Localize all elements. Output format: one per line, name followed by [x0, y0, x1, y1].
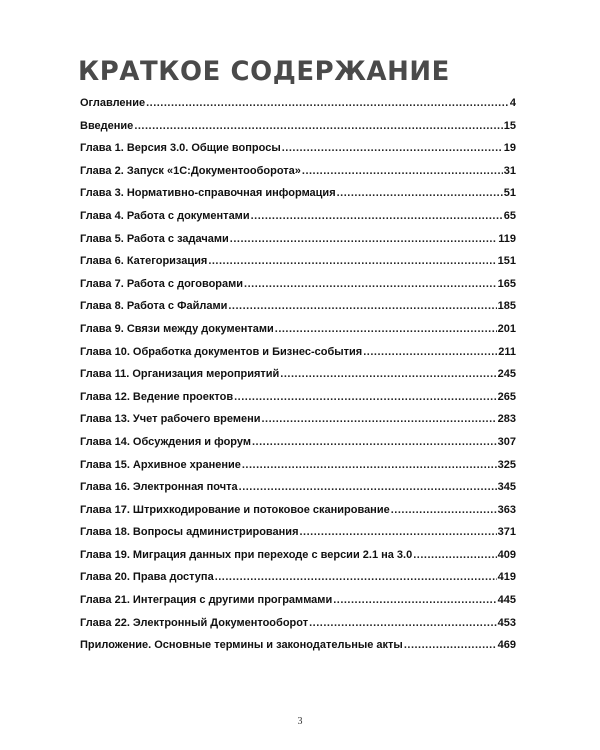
dot-leader [146, 96, 509, 110]
toc-entry[interactable] [80, 525, 516, 548]
toc-entry-page: 371 [497, 526, 516, 539]
toc-entry-label: Глава 1. Версия 3.0. Общие вопросы [80, 142, 281, 155]
table-of-contents [80, 96, 516, 661]
toc-entry[interactable] [80, 186, 516, 209]
toc-entry[interactable] [80, 503, 516, 526]
toc-entry-label: Глава 9. Связи между документами [80, 322, 274, 335]
toc-entry-page: 409 [497, 548, 516, 561]
dot-leader [239, 480, 497, 494]
toc-entry[interactable] [80, 367, 516, 390]
dot-leader [302, 164, 503, 178]
toc-entry-label: Глава 22. Электронный Документооборот [80, 616, 309, 629]
dot-leader [282, 141, 503, 155]
toc-entry-label: Глава 14. Обсуждения и форум [80, 435, 251, 448]
dot-leader [337, 186, 503, 200]
toc-entry[interactable] [80, 458, 516, 481]
toc-entry-page: 453 [497, 616, 516, 629]
toc-entry-label: Глава 19. Миграция данных при переходе с версии 2.1 на 3.0 [80, 548, 413, 561]
toc-entry-label: Глава 3. Нормативно-справочная информация [80, 187, 336, 200]
toc-entry-page: 211 [498, 345, 516, 358]
toc-entry-label: Оглавление [80, 97, 146, 109]
toc-entry[interactable] [80, 254, 516, 277]
toc-entry[interactable] [80, 412, 516, 435]
toc-entry[interactable] [80, 435, 516, 458]
toc-entry-label: Глава 16. Электронная почта [80, 481, 238, 494]
dot-leader [300, 525, 497, 539]
toc-entry-label: Глава 15. Архивное хранение [80, 458, 241, 471]
dot-leader [251, 209, 503, 223]
toc-entry-label: Глава 8. Работа с Файлами [80, 300, 228, 313]
toc-entry[interactable] [80, 299, 516, 322]
toc-entry[interactable] [80, 548, 516, 571]
dot-leader [234, 390, 497, 404]
toc-entry[interactable] [80, 232, 516, 255]
toc-entry[interactable] [80, 322, 516, 345]
toc-entry[interactable] [80, 570, 516, 593]
toc-entry[interactable] [80, 480, 516, 503]
dot-leader [262, 412, 497, 426]
dot-leader [230, 232, 497, 246]
toc-entry-label: Введение [80, 119, 134, 132]
toc-entry[interactable] [80, 209, 516, 232]
toc-entry-label: Глава 2. Запуск «1С:Документооборота» [80, 164, 301, 177]
toc-entry[interactable] [80, 638, 516, 661]
toc-entry-page: 165 [497, 277, 516, 290]
toc-entry[interactable] [80, 141, 516, 164]
toc-entry-page: 119 [498, 232, 516, 245]
toc-entry-page: 419 [497, 571, 516, 584]
toc-entry-page: 265 [497, 390, 516, 403]
toc-entry-page: 307 [497, 435, 516, 448]
dot-leader [280, 367, 496, 381]
toc-entry-label: Глава 13. Учет рабочего времени [80, 413, 261, 426]
page-number: 3 [297, 716, 303, 727]
toc-entry-page: 201 [497, 322, 516, 335]
dot-leader [252, 435, 497, 449]
toc-entry-page: 445 [497, 594, 516, 607]
toc-entry-label: Глава 7. Работа с договорами [80, 277, 244, 290]
page-title: КРАТКОЕ СОДЕРЖАНИЕ [78, 56, 450, 87]
toc-entry[interactable] [80, 277, 516, 300]
dot-leader [391, 503, 497, 517]
toc-entry[interactable] [80, 345, 516, 368]
dot-leader [228, 299, 496, 313]
toc-entry-page: 345 [497, 481, 516, 494]
toc-entry-page: 4 [509, 97, 516, 109]
dot-leader [244, 277, 497, 291]
toc-entry[interactable] [80, 593, 516, 616]
toc-entry[interactable] [80, 164, 516, 187]
toc-entry[interactable] [80, 390, 516, 413]
toc-entry-label: Приложение. Основные термины и законодательные акты [80, 639, 403, 652]
toc-entry-page: 325 [497, 458, 516, 471]
dot-leader [134, 119, 502, 133]
dot-leader [413, 548, 496, 562]
dot-leader [275, 322, 497, 336]
dot-leader [333, 593, 496, 607]
dot-leader [208, 254, 496, 268]
toc-entry-label: Глава 21. Интеграция с другими программами [80, 594, 333, 607]
toc-entry-page: 51 [503, 187, 516, 200]
dot-leader [404, 638, 497, 652]
toc-entry-page: 15 [503, 119, 516, 132]
toc-entry-label: Глава 17. Штрихкодирование и потоковое сканирование [80, 503, 390, 516]
toc-entry[interactable] [80, 96, 516, 119]
dot-leader [309, 616, 497, 630]
toc-entry-label: Глава 4. Работа с документами [80, 209, 250, 222]
toc-entry-page: 185 [497, 300, 516, 313]
toc-entry-label: Глава 20. Права доступа [80, 571, 214, 584]
toc-entry-page: 19 [503, 142, 516, 155]
toc-entry-page: 31 [503, 164, 516, 177]
toc-entry-page: 245 [497, 368, 516, 381]
toc-entry-page: 469 [497, 639, 516, 652]
toc-entry-page: 363 [497, 503, 516, 516]
toc-entry-label: Глава 5. Работа с задачами [80, 232, 229, 245]
toc-entry[interactable] [80, 616, 516, 639]
toc-entry-label: Глава 12. Ведение проектов [80, 390, 234, 403]
dot-leader [215, 570, 497, 584]
dot-leader [242, 458, 497, 472]
toc-entry-page: 283 [497, 413, 516, 426]
toc-entry-page: 151 [497, 255, 516, 268]
toc-entry-label: Глава 10. Обработка документов и Бизнес-события [80, 345, 363, 358]
toc-entry-page: 65 [503, 209, 516, 222]
toc-entry-label: Глава 6. Категоризация [80, 255, 208, 268]
dot-leader [363, 345, 497, 359]
toc-entry-label: Глава 18. Вопросы администрирования [80, 526, 299, 539]
toc-entry-label: Глава 11. Организация мероприятий [80, 368, 280, 381]
toc-entry[interactable] [80, 119, 516, 142]
